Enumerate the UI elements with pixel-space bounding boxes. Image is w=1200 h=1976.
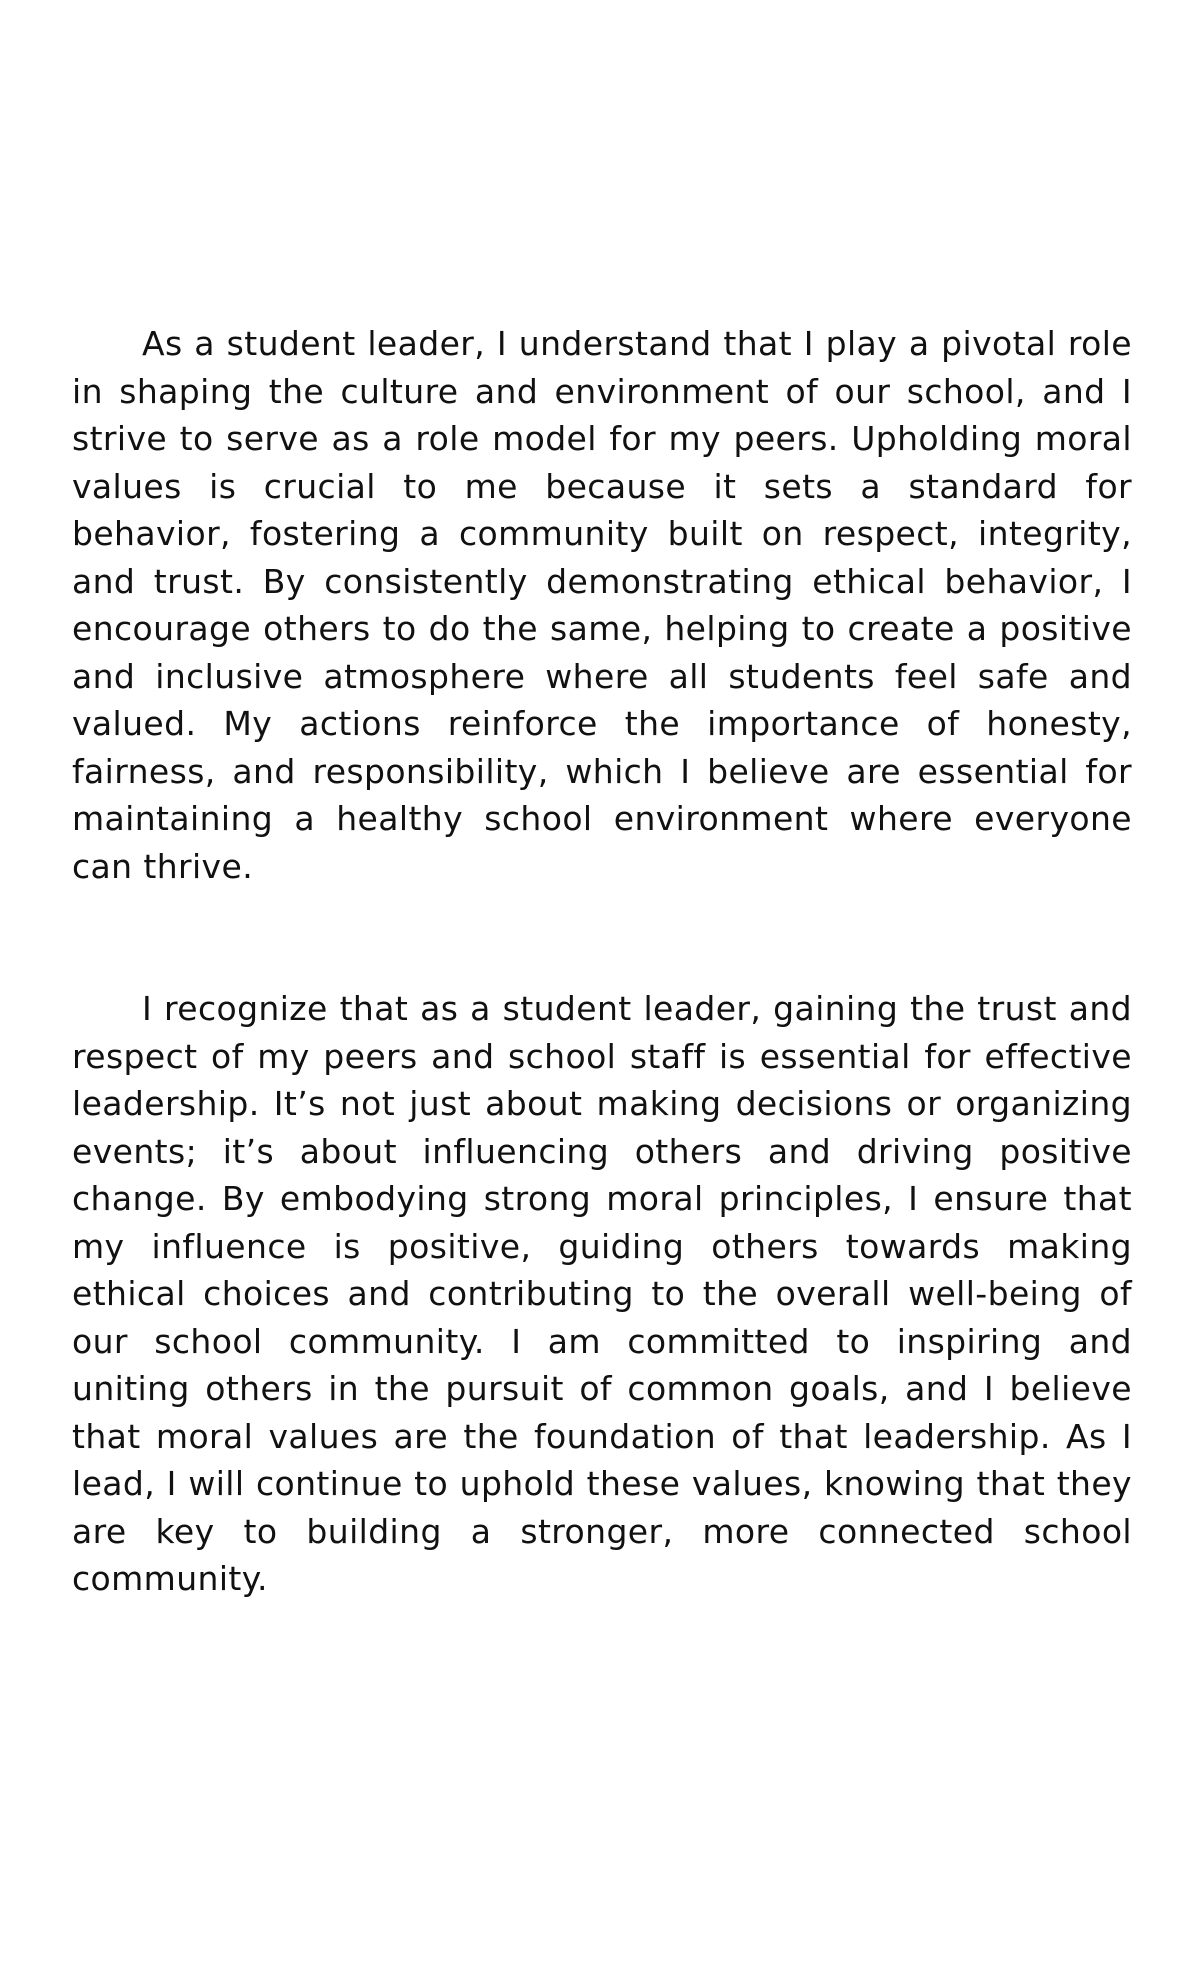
paragraph-2: I recognize that as a student leader, gaining the trust and respect of my peers and school staff is essential for effective leadership. It’s not just about making decisions or organizing events; it’s about influencing others and driving positive change. By embodying strong moral principles, I ensure that my influence is positive, guiding others towards making ethical choices and contributing to the overall well-being of our school community. I am committed to inspiring and uniting others in the pursuit of common goals, and I believe that moral values are the foundation of that leadership. As I lead, I will continue to uphold these values, knowing that they are key to building a stronger, more connected school community.	[72, 989, 1132, 1598]
paragraph-1: As a student leader, I understand that I play a pivotal role in shaping the culture and environment of our school, and I strive to serve as a role model for my peers. Upholding moral values is crucial to me because it sets a standard for behavior, fostering a community built on respect, integrity, and trust. By consistently demonstrating ethical behavior, I encourage others to do the same, helping to create a positive and inclusive atmosphere where all students feel safe and valued. My actions reinforce the importance of honesty, fairness, and responsibility, which I believe are essential for maintaining a healthy school environment where everyone can thrive.	[72, 324, 1132, 886]
document-body	[72, 320, 1132, 1603]
